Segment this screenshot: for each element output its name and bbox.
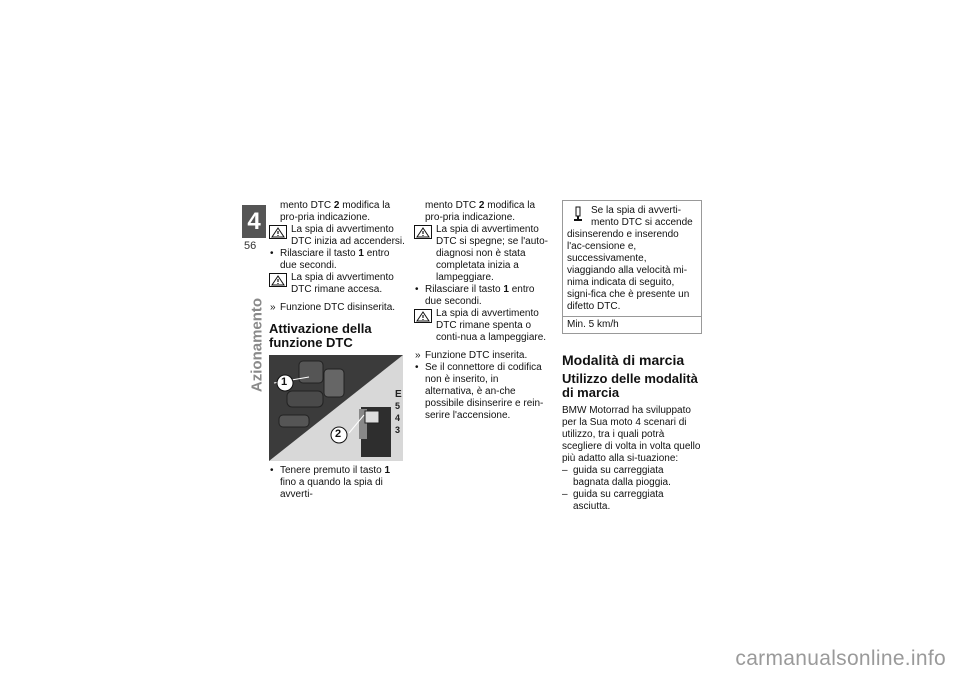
page-number: 56 bbox=[244, 240, 257, 252]
text: Rilasciare il tasto bbox=[280, 248, 359, 259]
speedo-scale-3: 3 bbox=[395, 425, 401, 435]
speedo-scale-5: 5 bbox=[395, 401, 401, 411]
text: entro due secondi. bbox=[280, 248, 390, 271]
warning-text: La spia di avvertimento DTC rimane accesa. bbox=[291, 272, 394, 295]
text: mento DTC bbox=[425, 200, 479, 211]
bold-ref: 1 bbox=[358, 248, 364, 259]
dash-item: – guida su carreggiata asciutta. bbox=[562, 489, 702, 513]
paragraph-continuation bbox=[414, 200, 549, 224]
figure-label-2: 2 bbox=[335, 428, 342, 440]
dash-item: – guida su carreggiata bagnata dalla pioggia. bbox=[562, 465, 702, 489]
text: Rilasciare il tasto bbox=[425, 284, 504, 295]
text: fino a quando la spia di avverti- bbox=[280, 477, 383, 500]
handlebar-figure bbox=[269, 355, 403, 461]
text: entro due secondi. bbox=[425, 284, 535, 307]
info-icon bbox=[571, 206, 585, 222]
note-box bbox=[562, 200, 702, 334]
warning-text: La spia di avvertimento DTC si spegne; se l'auto-diagnosi non è stata completata inizia a lampeggiare. bbox=[436, 224, 548, 283]
dtc-warning-light-icon bbox=[269, 273, 287, 287]
warning-note bbox=[269, 272, 405, 296]
result-item: » Funzione DTC inserita. bbox=[414, 350, 549, 362]
bold-ref: 2 bbox=[478, 200, 485, 211]
result-item: » Funzione DTC disinserita. bbox=[269, 302, 405, 314]
text: Tenere premuto il tasto bbox=[280, 465, 385, 476]
warning-note bbox=[414, 308, 549, 344]
figure-label-1: 1 bbox=[281, 376, 288, 388]
warning-text: La spia di avvertimento DTC rimane spenta o conti-nua a lampeggiare. bbox=[436, 308, 547, 343]
paragraph-continuation bbox=[269, 200, 405, 224]
text: modifica la pro-pria indicazione. bbox=[280, 200, 391, 223]
column-2 bbox=[414, 200, 549, 422]
speedo-scale-e: E bbox=[395, 389, 402, 400]
dtc-warning-light-icon bbox=[269, 225, 287, 239]
text: mento DTC bbox=[280, 200, 334, 211]
speedo-scale-4: 4 bbox=[395, 413, 401, 423]
watermark: carmanualsonline.info bbox=[735, 647, 946, 670]
bullet-item bbox=[414, 284, 549, 308]
warning-note bbox=[269, 224, 405, 248]
bold-ref: 2 bbox=[333, 200, 340, 211]
bullet-item bbox=[269, 248, 405, 272]
warning-text: La spia di avvertimento DTC inizia ad accendersi. bbox=[291, 224, 405, 247]
bullet-item: • Se il connettore di codifica non è inserito, in alternativa, è an-che possibile disinserire e rein-serire l'accensione. bbox=[414, 362, 549, 422]
note-box-footer: Min. 5 km/h bbox=[563, 316, 701, 333]
note-text: Se la spia di avverti-mento DTC si accende disinserendo e inserendo l'ac-censione e, successivamente, viaggiando alla velocità mi-nima indicata di seguito, signi-fica che è presente un difetto DTC. bbox=[567, 205, 693, 312]
bullet-item bbox=[269, 465, 405, 501]
warning-note bbox=[414, 224, 549, 284]
chapter-number-tab: 4 bbox=[242, 205, 266, 238]
bold-ref: 1 bbox=[503, 284, 509, 295]
body-paragraph: BMW Motorrad ha sviluppato per la Sua moto 4 scenari di utilizzo, tra i quali potrà scegliere di volta in volta quello più adatto alla si-tuazione: bbox=[562, 405, 701, 464]
column-3 bbox=[562, 200, 702, 513]
dtc-warning-light-icon bbox=[414, 225, 432, 239]
subsection-heading: Utilizzo delle modalità di marcia bbox=[562, 371, 698, 400]
handlebar-illustration bbox=[269, 355, 403, 461]
section-heading: Modalità di marcia bbox=[562, 352, 685, 368]
section-heading: Attivazione della funzione DTC bbox=[269, 321, 372, 350]
dtc-warning-light-icon bbox=[414, 309, 432, 323]
text: modifica la pro-pria indicazione. bbox=[425, 200, 536, 223]
note-box-body bbox=[563, 201, 701, 316]
column-1 bbox=[269, 200, 405, 501]
bold-ref: 1 bbox=[384, 465, 391, 476]
section-title-vertical: Azionamento bbox=[248, 297, 266, 393]
